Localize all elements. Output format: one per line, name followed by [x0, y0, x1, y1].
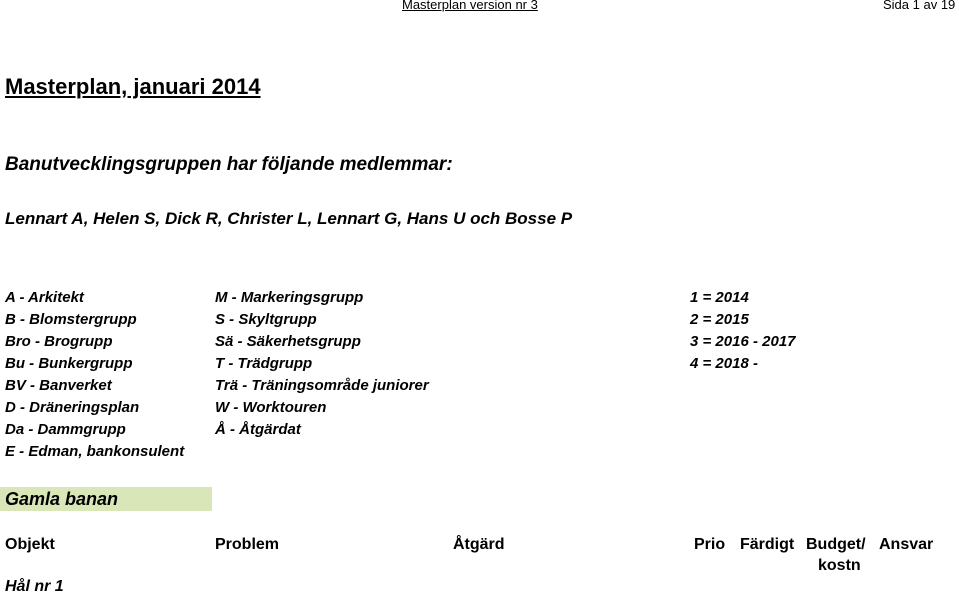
priority-item: 1 = 2014 — [690, 289, 749, 306]
legend-item: Å - Åtgärdat — [215, 421, 301, 438]
priority-item: 3 = 2016 - 2017 — [690, 333, 796, 350]
legend-item: Bu - Bunkergrupp — [5, 355, 133, 372]
page-title: Masterplan, januari 2014 — [5, 74, 261, 99]
legend-item: E - Edman, bankonsulent — [5, 443, 185, 460]
section-title: Gamla banan — [5, 489, 119, 509]
priority-item: 4 = 2018 - — [690, 355, 758, 372]
document-version: Masterplan version nr 3 — [402, 0, 538, 12]
group-heading: Banutvecklingsgruppen har följande medlemmar: — [5, 154, 453, 175]
member-list: Lennart A, Helen S, Dick R, Christer L, Lennart G, Hans U och Bosse P — [5, 209, 573, 228]
page-indicator: Sida 1 av 19 — [883, 0, 956, 12]
legend-item: B - Blomstergrupp — [5, 311, 137, 328]
column-header-prio: Prio — [694, 536, 726, 553]
legend-item: D - Dräneringsplan — [5, 399, 140, 416]
column-header-ansvar: Ansvar — [879, 536, 934, 553]
column-header-budget: Budget/ — [806, 536, 866, 553]
legend-item: S - Skyltgrupp — [215, 311, 317, 328]
legend-item: W - Worktouren — [215, 399, 327, 416]
legend-item: A - Arkitekt — [5, 289, 84, 306]
column-header-objekt: Objekt — [5, 536, 55, 553]
legend-item: BV - Banverket — [5, 377, 112, 394]
legend-groups-column-2 — [215, 287, 429, 441]
legend-item: T - Trädgrupp — [215, 355, 313, 372]
column-header-budget-cont: kostn — [818, 557, 861, 574]
legend-groups-column — [5, 287, 184, 463]
legend-item: M - Markeringsgrupp — [215, 289, 364, 306]
legend-priority-column — [690, 287, 796, 375]
legend-item: Sä - Säkerhetsgrupp — [215, 333, 361, 350]
column-header-problem: Problem — [215, 536, 280, 553]
priority-item: 2 = 2015 — [690, 311, 749, 328]
table-row-label: Hål nr 1 — [5, 578, 64, 595]
column-header-atgard: Åtgärd — [453, 536, 505, 553]
column-header-fardigt: Färdigt — [740, 536, 795, 553]
legend-item: Trä - Träningsområde juniorer — [215, 377, 429, 394]
legend-item: Bro - Brogrupp — [5, 333, 113, 350]
legend-item: Da - Dammgrupp — [5, 421, 126, 438]
